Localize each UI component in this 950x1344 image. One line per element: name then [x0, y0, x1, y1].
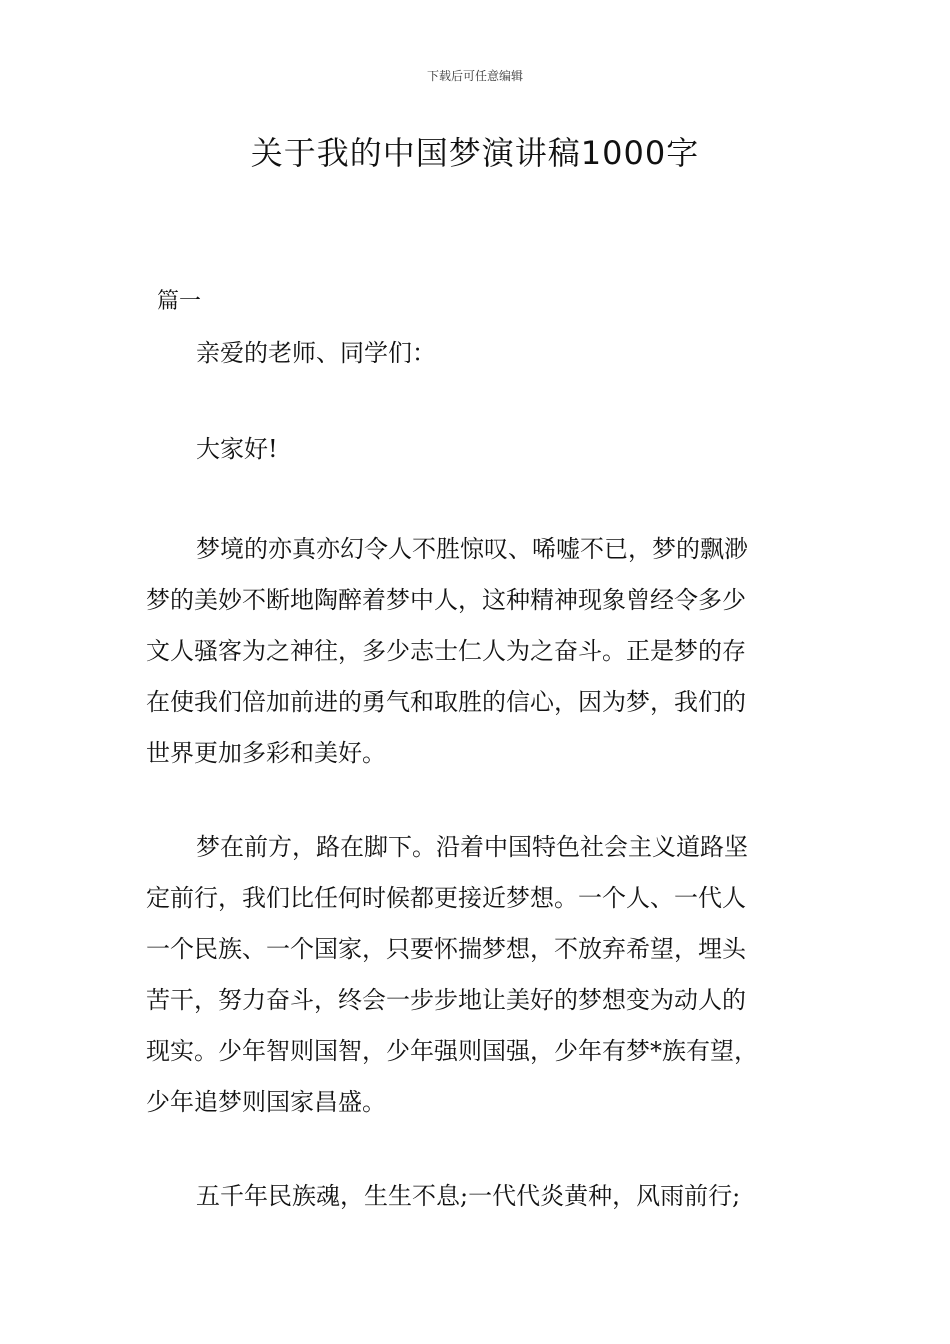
paragraph-3: [146, 1171, 808, 1222]
paragraph-line: 梦在前方，路在脚下。沿着中国特色社会主义道路坚: [196, 833, 748, 861]
paragraph-line: 在使我们倍加前进的勇气和取胜的信心，因为梦，我们的: [146, 688, 746, 716]
paragraph-line: 苦干，努力奋斗，终会一步步地让美好的梦想变为动人的: [146, 986, 746, 1014]
document-title: 关于我的中国梦演讲稿1000字: [250, 134, 700, 172]
paragraph-line: 一个民族、一个国家，只要怀揣梦想，不放弃希望，埋头: [146, 935, 746, 963]
paragraph-line: 梦的美妙不断地陶醉着梦中人，这种精神现象曾经令多少: [146, 586, 746, 614]
paragraph-line: 世界更加多彩和美好。: [146, 739, 386, 767]
hello-line: 大家好!: [196, 435, 278, 463]
paragraph-line: 五千年民族魂，生生不息;一代代炎黄种，风雨前行;: [196, 1182, 741, 1210]
paragraph-line: 少年追梦则国家昌盛。: [146, 1088, 386, 1116]
paragraph-1: [146, 524, 808, 779]
section-label: 篇一: [157, 289, 202, 314]
paragraph-line: 梦境的亦真亦幻令人不胜惊叹、唏嘘不已，梦的飘渺: [196, 535, 748, 563]
paragraph-line: 定前行，我们比任何时候都更接近梦想。一个人、一代人: [146, 884, 746, 912]
greeting: 亲爱的老师、同学们：: [196, 339, 436, 367]
header-note: 下载后可任意编辑: [426, 69, 523, 83]
paragraph-line: 现实。少年智则国智，少年强则国强，少年有梦*族有望，: [146, 1037, 758, 1065]
paragraph-line: 文人骚客为之神往，多少志士仁人为之奋斗。正是梦的存: [146, 637, 746, 665]
paragraph-2: [146, 822, 808, 1128]
